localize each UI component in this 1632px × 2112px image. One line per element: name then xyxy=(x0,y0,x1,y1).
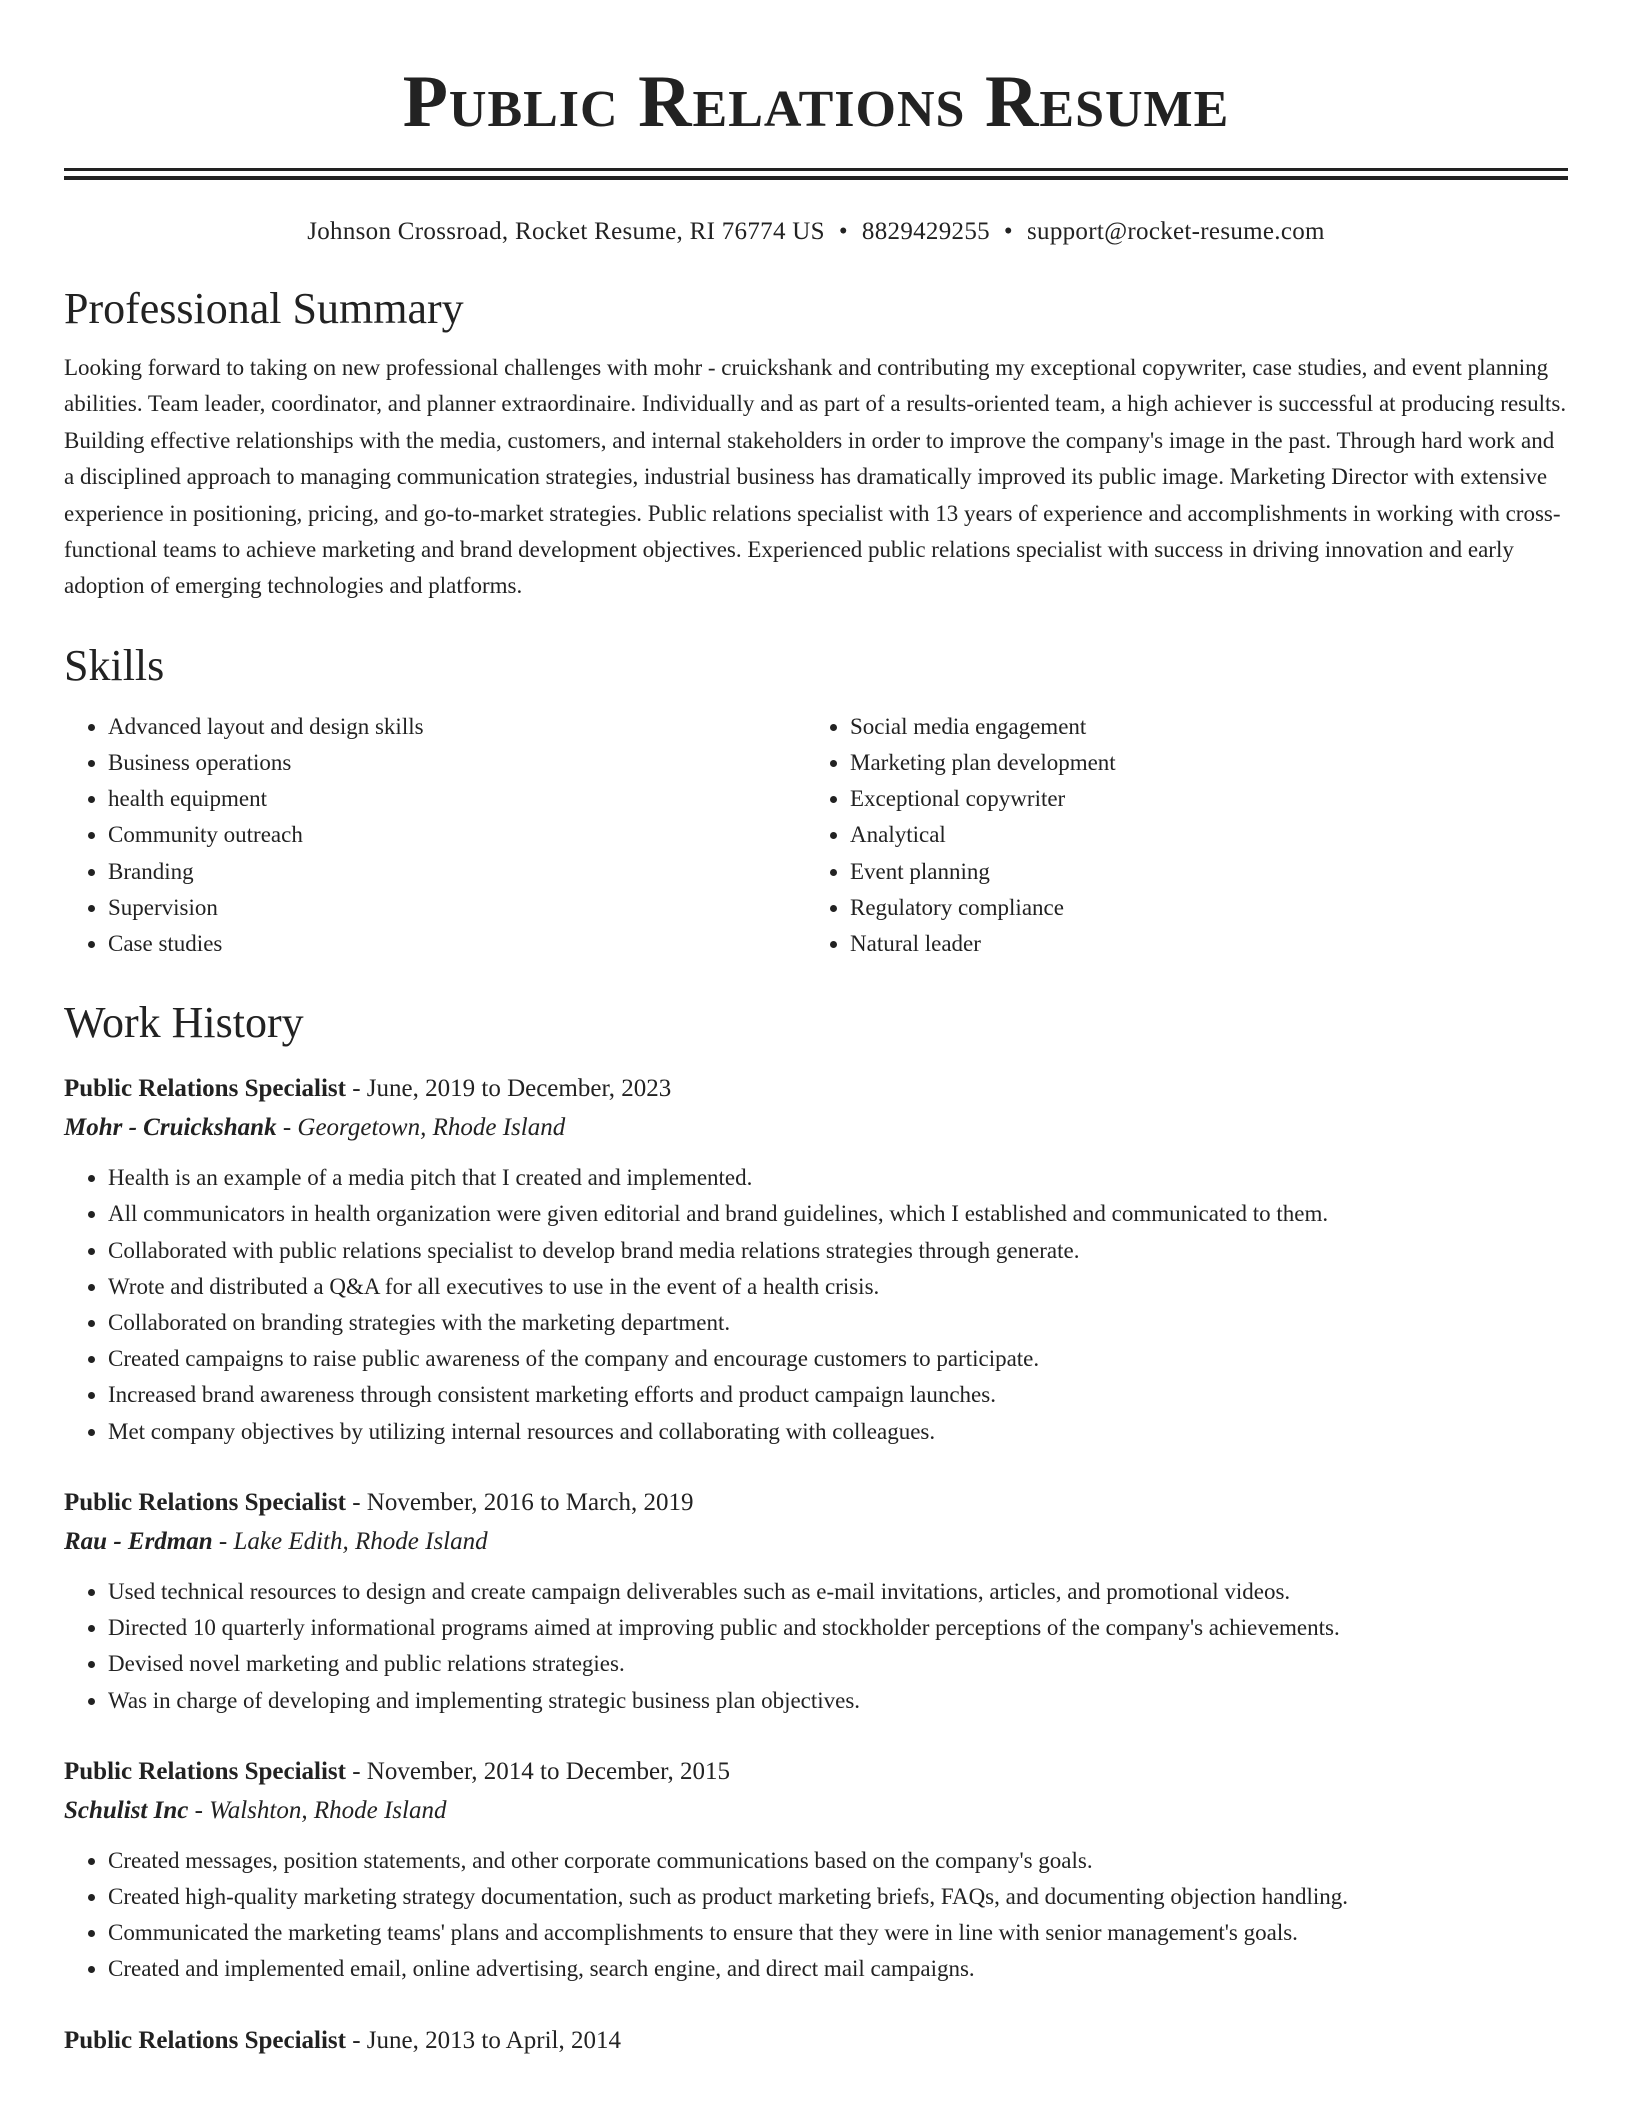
contact-phone: 8829429255 xyxy=(861,218,990,245)
title-rule-bottom xyxy=(64,176,1568,180)
job-bullet: • Met company objectives by utilizing internal resources and collaborating with colleagues. xyxy=(108,1414,1568,1450)
job-bullet: • Increased brand awareness through consistent marketing efforts and product campaign launches. xyxy=(108,1377,1568,1413)
job-bullets xyxy=(64,1843,1568,1988)
job-bullets xyxy=(64,1574,1568,1719)
job-location: - Walshton, Rhode Island xyxy=(194,1796,447,1824)
skill-item: • Event planning xyxy=(850,854,1548,890)
skill-item: • Advanced layout and design skills xyxy=(108,709,806,745)
contact-line xyxy=(64,216,1568,248)
job-header xyxy=(64,1753,1568,1791)
contact-separator: • xyxy=(1003,218,1013,245)
job-entry xyxy=(64,1484,1568,1719)
skill-item: • Social media engagement xyxy=(850,709,1548,745)
contact-separator: • xyxy=(838,218,848,245)
skill-item: • health equipment xyxy=(108,781,806,817)
skill-item: • Marketing plan development xyxy=(850,745,1548,781)
skill-item: • Branding xyxy=(108,854,806,890)
job-dates: - June, 2019 to December, 2023 xyxy=(352,1075,672,1103)
resume-title: Public Relations Resume xyxy=(402,61,1230,143)
job-role: Public Relations Specialist xyxy=(64,2026,346,2054)
job-dates: - June, 2013 to April, 2014 xyxy=(352,2026,621,2054)
summary-text: Looking forward to taking on new professional challenges with mohr - cruickshank and contributing my exceptional copywriter, case studies, and event planning abilities. Team leader, coordinator, and planner extraordinaire. Individually and as part of a results-oriented team, a high achiever is successful at producing results. Building effective relationships with the media, customers, and internal stakeholders in order to improve the company's image in the past. Through hard work and a disciplined approach to managing communication strategies, industrial business has dramatically improved its public image. Marketing Director with extensive experience in positioning, pricing, and go-to-market strategies. Public relations specialist with 13 years of experience and accomplishments in working with cross-functional teams to achieve marketing and brand development objectives. Experienced public relations specialist with success in driving innovation and early adoption of emerging technologies and platforms. xyxy=(64,355,1567,599)
job-entry xyxy=(64,1070,1568,1450)
job-company: Mohr - Cruickshank xyxy=(64,1114,277,1142)
job-bullet: • Collaborated on branding strategies with the marketing department. xyxy=(108,1305,1568,1341)
job-role: Public Relations Specialist xyxy=(64,1757,346,1785)
job-bullet: • Created high-quality marketing strategy documentation, such as product marketing briefs, FAQs, and documenting objection handling. xyxy=(108,1879,1568,1915)
job-bullet: • Created and implemented email, online advertising, search engine, and direct mail campaigns. xyxy=(108,1951,1568,1987)
job-bullet: • All communicators in health organization were given editorial and brand guidelines, which I established and communicated to them. xyxy=(108,1196,1568,1232)
summary-heading: Professional Summary xyxy=(64,284,464,333)
job-company: Schulist Inc xyxy=(64,1796,189,1824)
job-employer xyxy=(64,1108,1568,1148)
skill-item: • Supervision xyxy=(108,890,806,926)
job-bullet: • Wrote and distributed a Q&A for all executives to use in the event of a health crisis. xyxy=(108,1269,1568,1305)
skill-item: • Case studies xyxy=(108,926,806,962)
job-header xyxy=(64,1484,1568,1522)
job-employer xyxy=(64,1791,1568,1831)
skills-heading: Skills xyxy=(64,640,165,690)
job-employer xyxy=(64,1522,1568,1562)
job-dates: - November, 2016 to March, 2019 xyxy=(352,1488,694,1516)
job-bullet: • Created campaigns to raise public awareness of the company and encourage customers to participate. xyxy=(108,1341,1568,1377)
skill-item: • Regulatory compliance xyxy=(850,890,1548,926)
job-bullet: • Devised novel marketing and public relations strategies. xyxy=(108,1646,1568,1682)
job-role: Public Relations Specialist xyxy=(64,1488,346,1516)
job-location: - Lake Edith, Rhode Island xyxy=(218,1527,488,1555)
job-entry xyxy=(64,1753,1568,1988)
job-bullet: • Directed 10 quarterly informational programs aimed at improving public and stockholder perceptions of the company's achievements. xyxy=(108,1610,1568,1646)
skill-item: • Exceptional copywriter xyxy=(850,781,1548,817)
job-bullet: • Used technical resources to design and create campaign deliverables such as e-mail invitations, articles, and promotional videos. xyxy=(108,1574,1568,1610)
job-header xyxy=(64,1070,1568,1108)
job-role: Public Relations Specialist xyxy=(64,1075,346,1103)
skills-grid xyxy=(64,709,1568,962)
skills-list-right xyxy=(806,709,1548,962)
title-rule-top xyxy=(64,168,1568,171)
job-header xyxy=(64,2022,1568,2060)
job-bullet: • Health is an example of a media pitch that I created and implemented. xyxy=(108,1160,1568,1196)
job-bullet: • Was in charge of developing and implementing strategic business plan objectives. xyxy=(108,1683,1568,1719)
job-company: Rau - Erdman xyxy=(64,1527,213,1555)
work-history-heading: Work History xyxy=(64,998,304,1048)
job-bullets xyxy=(64,1160,1568,1450)
job-dates: - November, 2014 to December, 2015 xyxy=(352,1757,730,1785)
job-location: - Georgetown, Rhode Island xyxy=(282,1114,566,1142)
skill-item: • Community outreach xyxy=(108,817,806,853)
job-entry xyxy=(64,2022,1568,2060)
contact-address: Johnson Crossroad, Rocket Resume, RI 76774 US xyxy=(307,218,825,245)
skill-item: • Analytical xyxy=(850,817,1548,853)
job-bullet: • Communicated the marketing teams' plans and accomplishments to ensure that they were in line with senior management's goals. xyxy=(108,1915,1568,1951)
skill-item: • Natural leader xyxy=(850,926,1548,962)
job-bullet: • Created messages, position statements, and other corporate communications based on the company's goals. xyxy=(108,1843,1568,1879)
skills-list-left xyxy=(64,709,806,962)
job-bullet: • Collaborated with public relations specialist to develop brand media relations strategies through generate. xyxy=(108,1233,1568,1269)
skill-item: • Business operations xyxy=(108,745,806,781)
contact-email: support@rocket-resume.com xyxy=(1026,218,1325,245)
